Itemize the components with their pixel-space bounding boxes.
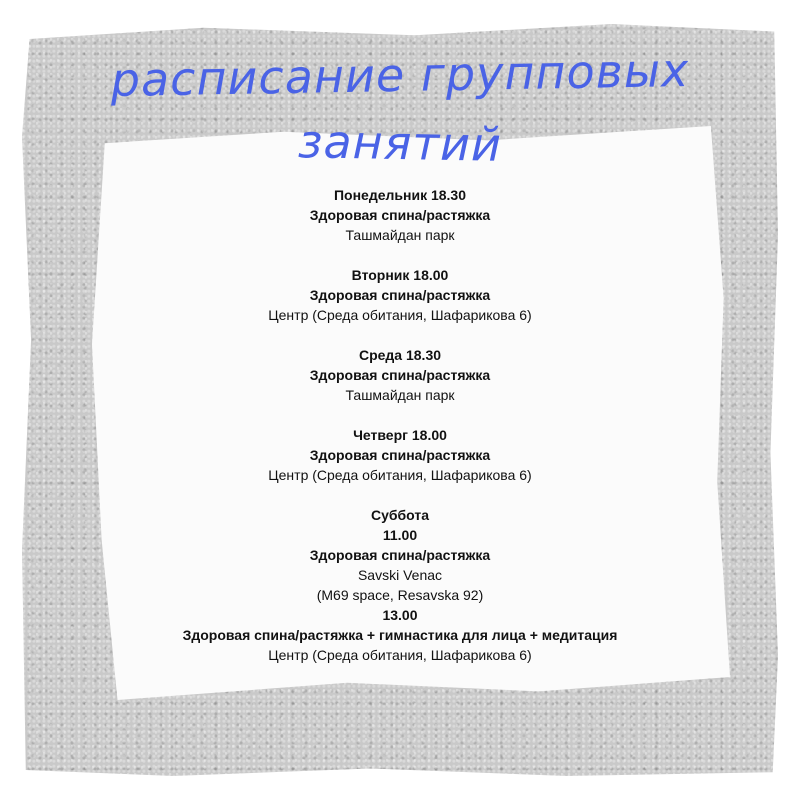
schedule-location: Ташмайдан парк	[345, 227, 455, 243]
schedule-class: Здоровая спина/растяжка	[309, 447, 491, 463]
schedule-day: Понедельник 18.30	[333, 187, 467, 203]
schedule-day: Вторник 18.00	[351, 267, 449, 283]
schedule-entry-monday	[100, 185, 700, 245]
schedule-entry-wednesday	[100, 345, 700, 405]
schedule-class: Здоровая спина/растяжка + гимнастика для лица + медитация	[182, 627, 618, 643]
schedule-time: 11.00	[382, 527, 418, 543]
schedule-class: Здоровая спина/растяжка	[309, 547, 491, 563]
title-line-1: расписание групповых	[110, 42, 690, 108]
schedule-location: Ташмайдан парк	[345, 387, 455, 403]
schedule-entry-tuesday	[100, 265, 700, 325]
schedule-location: Центр (Среда обитания, Шафарикова 6)	[268, 647, 532, 663]
schedule-list	[100, 185, 700, 685]
schedule-entry-saturday	[100, 505, 700, 665]
schedule-entry-thursday	[100, 425, 700, 485]
schedule-location-detail: (M69 space, Resavska 92)	[316, 587, 484, 603]
schedule-day: Среда 18.30	[358, 347, 442, 363]
schedule-class: Здоровая спина/растяжка	[309, 367, 491, 383]
title-line-2: занятий	[297, 114, 503, 172]
schedule-class: Здоровая спина/растяжка	[309, 287, 491, 303]
schedule-day: Четверг 18.00	[353, 427, 447, 443]
schedule-location: Центр (Среда обитания, Шафарикова 6)	[268, 307, 532, 323]
schedule-location: Центр (Среда обитания, Шафарикова 6)	[268, 467, 532, 483]
schedule-location: Savski Venac	[357, 567, 443, 583]
schedule-class: Здоровая спина/растяжка	[309, 207, 491, 223]
schedule-time: 13.00	[382, 607, 418, 623]
schedule-day: Суббота	[370, 507, 430, 523]
